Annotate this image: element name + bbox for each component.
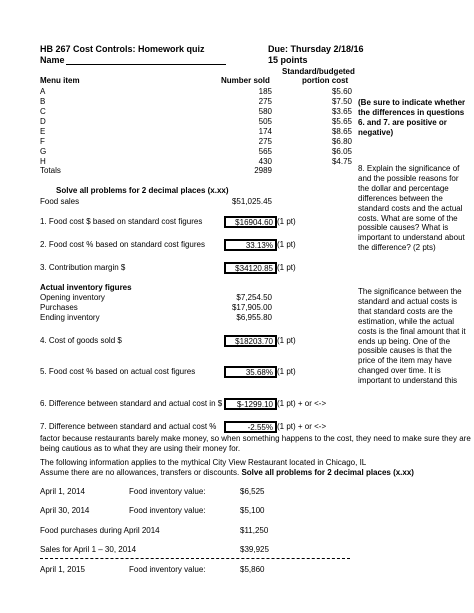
totals-label: Totals	[40, 166, 61, 175]
dashed-divider	[40, 558, 350, 559]
name-underline	[66, 64, 226, 65]
q5-points: (1 pt)	[277, 367, 296, 376]
city-r2-label: Food inventory value:	[129, 506, 206, 515]
menu-row-cost: $8.65	[331, 127, 352, 136]
inventory-row-label: Ending inventory	[40, 313, 100, 322]
q7-answer-box[interactable]: -2.55%	[224, 421, 277, 433]
question-8: 8. Explain the significance of and the possible reasons for the dollar and percentage differences between the standard costs and the actual costs. What are some of the possible causes? What is important to understand about the difference? (2 pts)	[358, 164, 465, 253]
menu-row-cost: $3.65	[331, 107, 352, 116]
menu-row-item: E	[40, 127, 46, 136]
menu-row-cost: $6.05	[331, 147, 352, 156]
col-header-cost-1: Standard/budgeted	[282, 67, 355, 76]
food-sales-label: Food sales	[40, 197, 80, 206]
q6-label: 6. Difference between standard and actual cost in $	[40, 399, 223, 408]
q2-label: 2. Food cost % based on standard cost figures	[40, 240, 205, 249]
city-r3-label: Food purchases during April 2014	[40, 526, 160, 535]
city-r5-date: April 1, 2015	[40, 565, 85, 574]
menu-row-sold: 430	[258, 157, 272, 166]
q6-points: (1 pt) + or <->	[277, 399, 327, 408]
city-r2-value: $5,100	[240, 506, 265, 515]
food-sales-value: $51,025.45	[231, 197, 272, 206]
q1-label: 1. Food cost $ based on standard cost figures	[40, 217, 203, 226]
q7-points: (1 pt) + or <->	[277, 422, 327, 431]
menu-row-sold: 565	[258, 147, 272, 156]
city-view-intro: The following information applies to the mythical City View Restaurant located in Chicago, IL	[40, 458, 367, 467]
city-r2-date: April 30, 2014	[40, 506, 90, 515]
inventory-row-value: $6,955.80	[236, 313, 272, 322]
q4-answer-box[interactable]: $18203.70	[224, 335, 277, 347]
menu-row-item: C	[40, 107, 46, 116]
menu-row-item: A	[40, 87, 46, 96]
menu-row-cost: $6.80	[331, 137, 352, 146]
menu-row-sold: 174	[258, 127, 272, 136]
city-view-decimal-instruction: Solve all problems for 2 decimal places (x.xx)	[241, 468, 414, 477]
city-r5-label: Food inventory value:	[129, 565, 206, 574]
city-r5-value: $5,860	[240, 565, 265, 574]
city-r1-label: Food inventory value:	[129, 487, 206, 496]
menu-row-cost: $7.50	[331, 97, 352, 106]
menu-row-sold: 505	[258, 117, 272, 126]
q4-points: (1 pt)	[277, 336, 296, 345]
menu-row-item: G	[40, 147, 47, 156]
menu-row-item: H	[40, 157, 46, 166]
menu-row-sold: 185	[258, 87, 272, 96]
answer-8: The significance between the standard and actual costs is that standard costs are the estimation, while the actual costs is the final amount that it ends up being. One of the possible causes is that the price of the item may have changed over time. It is important to understand this	[358, 287, 466, 386]
points-total: 15 points	[268, 55, 308, 65]
q1-answer-box[interactable]: $16904.60	[224, 216, 277, 228]
menu-row-item: F	[40, 137, 45, 146]
menu-row-cost: $5.65	[331, 117, 352, 126]
q7-label: 7. Difference between standard and actual cost %	[40, 422, 217, 431]
q5-answer-box[interactable]: 35.68%	[224, 366, 277, 378]
col-header-cost-2: portion cost	[302, 76, 349, 85]
name-label: Name	[40, 55, 65, 65]
menu-row-sold: 275	[258, 97, 272, 106]
q3-answer-box[interactable]: $34120.85	[224, 262, 277, 274]
q6-answer-box[interactable]: $-1299.10	[224, 398, 277, 410]
note-sign-reminder: (Be sure to indicate whether the differences in questions 6. and 7. are positive or negative)	[358, 98, 466, 137]
inventory-row-value: $17,905.00	[231, 303, 272, 312]
q2-answer-box[interactable]: 33.13%	[224, 239, 277, 251]
col-header-sold: Number sold	[221, 76, 270, 85]
city-r1-value: $6,525	[240, 487, 265, 496]
city-r1-date: April 1, 2014	[40, 487, 85, 496]
inventory-row-label: Opening inventory	[40, 293, 105, 302]
due-date: Due: Thursday 2/18/16	[268, 44, 364, 54]
city-r3-value: $11,250	[240, 526, 269, 535]
totals-value: 2989	[254, 166, 272, 175]
menu-row-item: D	[40, 117, 46, 126]
city-r4-label: Sales for April 1 – 30, 2014	[40, 545, 137, 554]
q1-points: (1 pt)	[277, 217, 296, 226]
city-view-assumptions	[40, 468, 414, 478]
menu-row-sold: 580	[258, 107, 272, 116]
city-view-assumption-text: Assume there are no allowances, transfers or discounts.	[40, 468, 240, 477]
menu-row-cost: $5.60	[331, 87, 352, 96]
inventory-row-label: Purchases	[40, 303, 78, 312]
q5-label: 5. Food cost % based on actual cost figures	[40, 367, 196, 376]
menu-row-item: B	[40, 97, 46, 106]
inventory-heading: Actual inventory figures	[40, 283, 132, 292]
menu-row-cost: $4.75	[331, 157, 352, 166]
city-r4-value: $39,925	[240, 545, 269, 554]
course-title: HB 267 Cost Controls: Homework quiz	[40, 44, 205, 54]
q2-points: (1 pt)	[277, 240, 296, 249]
answer-8-continuation: factor because restaurants barely make money, so when something happens to the cost, they need to make sure they are being cautious as to what they are using their money for.	[40, 434, 471, 453]
instructions: Solve all problems for 2 decimal places (x.xx)	[56, 186, 229, 195]
menu-row-sold: 275	[258, 137, 272, 146]
q3-label: 3. Contribution margin $	[40, 263, 126, 272]
inventory-row-value: $7,254.50	[236, 293, 272, 302]
q3-points: (1 pt)	[277, 263, 296, 272]
q4-label: 4. Cost of goods sold $	[40, 336, 122, 345]
col-header-item: Menu item	[40, 76, 80, 85]
